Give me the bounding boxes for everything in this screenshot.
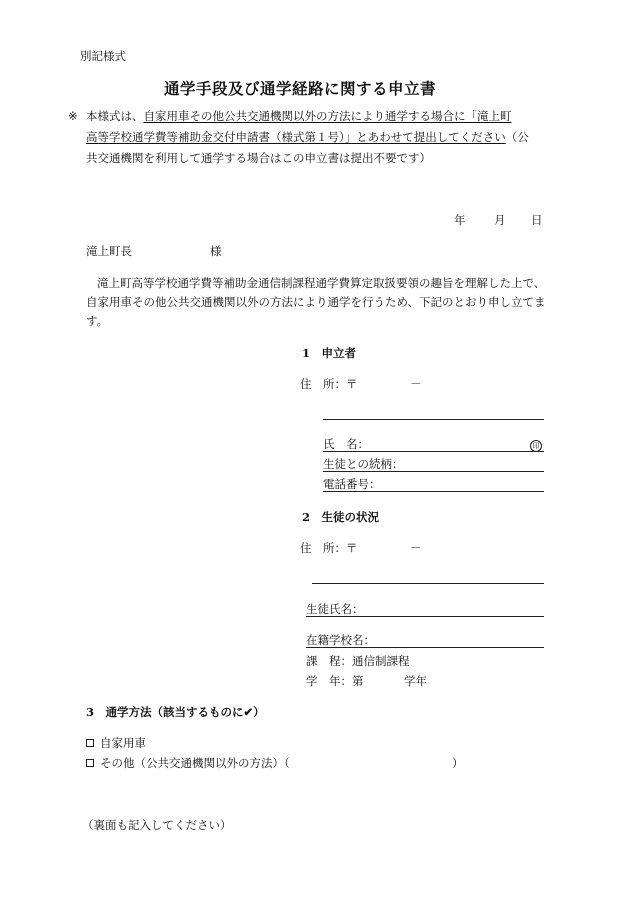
student-name-field[interactable] — [306, 616, 544, 617]
section3-heading: 3 通学方法（該当するものに✔） — [86, 705, 265, 719]
applicant-name-label: 氏 名： — [323, 437, 369, 451]
student-name-label: 生徒氏名： — [306, 602, 364, 616]
checkbox-icon[interactable] — [86, 739, 94, 747]
addressee-name: 滝上町長 — [86, 244, 132, 258]
phone-field[interactable] — [323, 491, 544, 492]
section2-heading: 2 生徒の状況 — [302, 510, 380, 524]
note-mark: ※ — [68, 109, 78, 123]
phone-label: 電話番号： — [323, 477, 381, 491]
addressee-honorific: 様 — [210, 244, 222, 258]
school-name-field[interactable] — [306, 647, 544, 648]
seal-icon: 印 — [530, 437, 542, 452]
footer-note: （裏面も記入してください） — [82, 818, 232, 832]
grade-suffix: 学年 — [404, 674, 427, 688]
checkbox-icon[interactable] — [86, 759, 94, 767]
section1-heading: 1 申立者 — [302, 346, 357, 360]
option-private-car[interactable]: 自家用車 — [86, 735, 146, 751]
student-address-label: 住 所：〒 — [300, 541, 358, 555]
document-title: 通学手段及び通学経路に関する申立書 — [164, 79, 437, 98]
date-day: 日 — [531, 213, 543, 227]
form-id: 別記様式 — [80, 49, 126, 63]
school-name-label: 在籍学校名： — [306, 633, 375, 647]
applicant-address-label: 住 所：〒 — [300, 377, 358, 391]
course-text: 課 程：通信制課程 — [306, 654, 410, 668]
relation-label: 生徒との続柄： — [323, 457, 404, 471]
student-postal-dash: － — [410, 541, 422, 555]
body-paragraph: 滝上町高等学校通学費等補助金通信制課程通学費算定取扱要領の趣旨を理解した上で、自家用車その他公共交通機関以外の方法により通学を行うため、下記のとおり申し立てます。 — [86, 276, 546, 328]
option-other-close-paren: ） — [452, 756, 464, 770]
note-line2: 高等学校通学費等補助金交付申請書（様式第１号）」とあわせて提出してください（公 — [86, 130, 529, 144]
note-line1: 本様式は、自家用車その他公共交通機関以外の方法により通学する場合に「滝上町 — [86, 109, 512, 123]
option-other[interactable]: その他（公共交通機関以外の方法）（ — [86, 755, 290, 771]
date-month: 月 — [494, 213, 506, 227]
applicant-name-field[interactable] — [323, 451, 544, 452]
date-year: 年 — [454, 213, 466, 227]
relation-field[interactable] — [323, 471, 544, 472]
applicant-address-field[interactable] — [323, 419, 544, 420]
student-address-field[interactable] — [312, 583, 544, 584]
note-line3: 共交通機関を利用して通学する場合はこの申立書は提出不要です） — [86, 151, 431, 165]
applicant-postal-dash: － — [410, 377, 422, 391]
grade-label: 学 年：第 — [306, 674, 364, 688]
